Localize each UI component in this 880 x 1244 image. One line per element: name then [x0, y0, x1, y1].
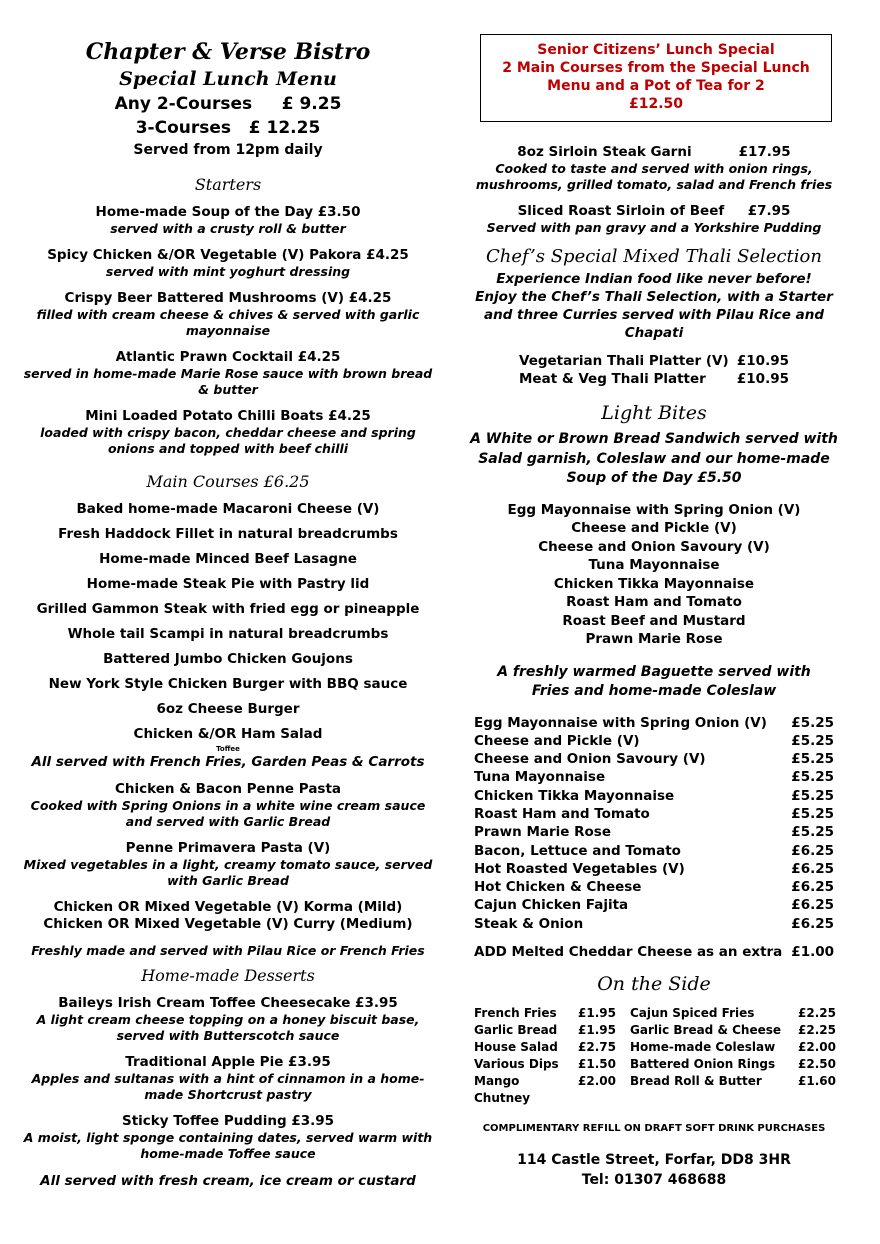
main-item: Home-made Minced Beef Lasagne — [99, 551, 357, 567]
side-item: House Salad £2.75 — [474, 1040, 616, 1055]
thali-desc-2: Enjoy the Chef’s Thali Selection, with a Starter and three Curries served with Pilau Rice and Chapati — [475, 289, 833, 341]
baguette-row: Cheese and Pickle (V) £5.25 — [474, 732, 834, 749]
sandwich-item: Roast Beef and Mustard — [562, 612, 746, 629]
main-item: New York Style Chicken Burger with BBQ sauce — [48, 676, 408, 692]
add-cheese-row: ADD Melted Cheddar Cheese as an extra £1.00 — [474, 944, 834, 961]
starters-heading: Starters — [194, 175, 262, 194]
two-course-price: Any 2-Courses £ 9.25 — [114, 94, 342, 114]
dessert-item: Sticky Toffee Pudding £3.95 A moist, light sponge containing dates, served warm with home-made Toffee sauce — [23, 1113, 433, 1161]
baguette-row: Bacon, Lettuce and Tomato £6.25 — [474, 842, 834, 859]
starter-item: Atlantic Prawn Cocktail £4.25 served in home-made Marie Rose sauce with brown bread & butter — [23, 349, 433, 397]
mains-note: All served with French Fries, Garden Peas & Carrots — [31, 754, 425, 770]
starter-item: Spicy Chicken &/OR Vegetable (V) Pakora £4.25 served with mint yoghurt dressing — [47, 247, 409, 279]
sandwich-intro: A White or Brown Bread Sandwich served with Salad garnish, Coleslaw and our home-made Soup of the Day £5.50 — [470, 431, 838, 486]
side-item: Home-made Coleslaw £2.00 — [630, 1040, 836, 1055]
senior-line-2: 2 Main Courses from the Special Lunch — [502, 60, 810, 76]
telephone: Tel: 01307 468688 — [581, 1172, 727, 1189]
dessert-item: Traditional Apple Pie £3.95 Apples and sultanas with a hint of cinnamon in a home-made Shortcrust pastry — [31, 1054, 425, 1102]
sandwich-item: Cheese and Onion Savoury (V) — [538, 538, 770, 555]
side-item: Various Dips £1.50 — [474, 1057, 616, 1072]
side-item: Garlic Bread £1.95 — [474, 1023, 616, 1038]
baguette-row: Egg Mayonnaise with Spring Onion (V) £5.25 — [474, 714, 834, 731]
side-item: Garlic Bread & Cheese £2.25 — [630, 1023, 836, 1038]
main-item: Battered Jumbo Chicken Goujons — [103, 651, 353, 667]
starters-list — [22, 204, 434, 457]
main-courses-list — [22, 501, 434, 743]
senior-line-1: Senior Citizens’ Lunch Special — [537, 42, 775, 58]
side-item: French Fries £1.95 — [474, 1006, 616, 1021]
main-item: Home-made Steak Pie with Pastry lid — [86, 576, 370, 592]
sandwich-item: Egg Mayonnaise with Spring Onion (V) — [507, 501, 801, 518]
baguette-row: Tuna Mayonnaise £5.25 — [474, 769, 834, 786]
senior-price: £12.50 — [628, 96, 684, 112]
baguette-row: Cheese and Onion Savoury (V) £5.25 — [474, 751, 834, 768]
right-column — [462, 0, 846, 1190]
main-item: 6oz Cheese Burger — [156, 701, 300, 717]
baguette-row: Roast Ham and Tomato £5.25 — [474, 805, 834, 822]
baguette-intro: A freshly warmed Baguette served with Fries and home-made Coleslaw — [497, 663, 811, 699]
baguette-row: Cajun Chicken Fajita £6.25 — [474, 897, 834, 914]
left-column — [22, 0, 434, 1190]
senior-line-3: Menu and a Pot of Tea for 2 — [547, 78, 765, 94]
thali-item: Meat & Veg Thali Platter £10.95 — [519, 371, 789, 387]
baguette-row: Steak & Onion £6.25 — [474, 915, 834, 932]
on-the-side-heading: On the Side — [597, 973, 711, 996]
side-item: Battered Onion Rings £2.50 — [630, 1057, 836, 1072]
baguette-row: Hot Roasted Vegetables (V) £6.25 — [474, 860, 834, 877]
pasta-item: Chicken & Bacon Penne Pasta Cooked with Spring Onions in a white wine cream sauce and served with Garlic Bread — [30, 781, 426, 829]
dessert-item: Baileys Irish Cream Toffee Cheesecake £3.95 A light cream cheese topping on a honey biscuit base, served with Butterscotch sauce — [36, 995, 420, 1043]
main-item: Whole tail Scampi in natural breadcrumbs — [67, 626, 389, 642]
main-item: Grilled Gammon Steak with fried egg or pineapple — [36, 601, 420, 617]
served-from: Served from 12pm daily — [133, 142, 323, 158]
roast-beef-item: Sliced Roast Sirloin of Beef £7.95 Served with pan gravy and a Yorkshire Pudding — [486, 203, 822, 235]
three-course-price: 3-Courses £ 12.25 — [135, 118, 321, 138]
sides-right-column — [630, 1005, 834, 1107]
side-item: Bread Roll & Butter £1.60 — [630, 1074, 836, 1089]
address: 114 Castle Street, Forfar, DD8 3HR — [517, 1152, 791, 1169]
sides-grid — [474, 1005, 834, 1107]
sandwich-item: Prawn Marie Rose — [585, 631, 723, 647]
tiny-note: Toffee — [216, 745, 240, 753]
side-item: Mango Chutney £2.00 — [474, 1074, 616, 1106]
thali-heading: Chef’s Special Mixed Thali Selection — [486, 246, 822, 267]
desserts-note: All served with fresh cream, ice cream or custard — [40, 1173, 416, 1189]
curry-note: Freshly made and served with Pilau Rice or French Fries — [31, 943, 425, 958]
light-bites-heading: Light Bites — [601, 402, 707, 424]
sandwich-item: Tuna Mayonnaise — [588, 557, 720, 573]
sandwich-item: Chicken Tikka Mayonnaise — [553, 575, 755, 592]
korma-item: Chicken OR Mixed Vegetable (V) Korma (Mild) — [53, 899, 403, 915]
side-item: Cajun Spiced Fries £2.25 — [630, 1006, 836, 1021]
sirloin-item: 8oz Sirloin Steak Garni £17.95 Cooked to taste and served with onion rings, mushrooms, grilled tomato, salad and French fries — [475, 144, 833, 192]
sandwich-list — [462, 501, 846, 649]
thali-item: Vegetarian Thali Platter (V) £10.95 — [519, 353, 789, 369]
sandwich-item: Roast Ham and Tomato — [566, 594, 742, 610]
desserts-heading: Home-made Desserts — [141, 966, 315, 985]
baguette-row: Hot Chicken & Cheese £6.25 — [474, 879, 834, 896]
starter-item: Crispy Beer Battered Mushrooms (V) £4.25 filled with cream cheese & chives & served with garlic mayonnaise — [36, 290, 420, 338]
baguette-table — [474, 714, 834, 962]
bistro-title: Chapter & Verse Bistro — [85, 39, 371, 65]
pasta-item: Penne Primavera Pasta (V) Mixed vegetables in a light, creamy tomato sauce, served with Garlic Bread — [23, 840, 433, 888]
menu-subtitle: Special Lunch Menu — [119, 68, 337, 90]
senior-special-box — [480, 34, 832, 122]
main-item: Baked home-made Macaroni Cheese (V) — [76, 501, 380, 517]
thali-desc-1: Experience Indian food like never before! — [496, 271, 812, 287]
refill-note: COMPLIMENTARY REFILL ON DRAFT SOFT DRINK PURCHASES — [482, 1123, 826, 1135]
main-courses-heading: Main Courses £6.25 — [146, 472, 310, 491]
curry-item: Chicken OR Mixed Vegetable (V) Curry (Medium) — [43, 916, 413, 932]
baguette-row: Chicken Tikka Mayonnaise £5.25 — [474, 787, 834, 804]
sandwich-item: Cheese and Pickle (V) — [571, 520, 737, 536]
main-item: Fresh Haddock Fillet in natural breadcrumbs — [58, 526, 398, 542]
starter-item: Mini Loaded Potato Chilli Boats £4.25 loaded with crispy bacon, cheddar cheese and spring onions and topped with beef chilli — [40, 408, 416, 456]
starter-item: Home-made Soup of the Day £3.50 served with a crusty roll & butter — [95, 204, 361, 236]
sides-left-column — [474, 1005, 616, 1107]
baguette-row: Prawn Marie Rose £5.25 — [474, 824, 834, 841]
main-item: Chicken &/OR Ham Salad — [133, 726, 323, 742]
